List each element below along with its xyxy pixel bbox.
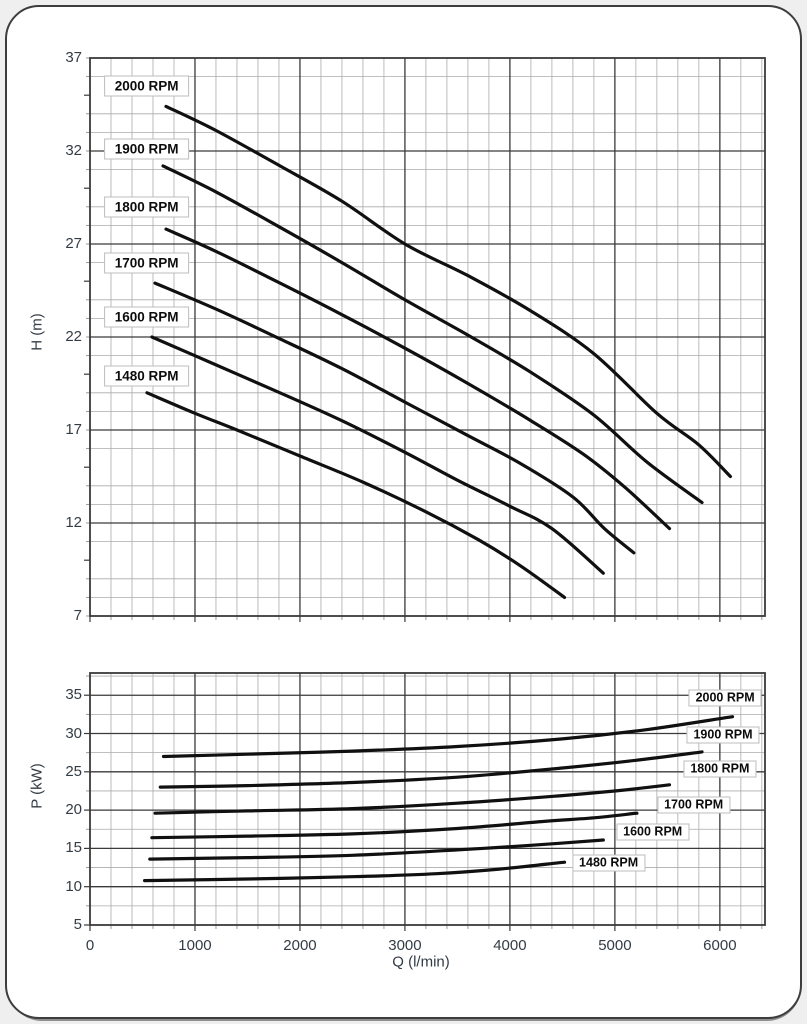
power-chart-label-1700-rpm: 1700 RPM: [657, 796, 730, 813]
head-chart-y-tick-label: 7: [73, 607, 82, 624]
head-chart-curve-1600-rpm: [152, 337, 603, 573]
power-chart-curve-2000-rpm: [164, 717, 733, 757]
power-chart-y-tick-label: 10: [65, 877, 82, 895]
power-chart-y-tick-label: 35: [65, 686, 82, 704]
power-chart-curve-1700-rpm: [152, 813, 637, 838]
head-chart-curve-1900-rpm: [163, 166, 702, 503]
x-axis-title: Q (l/min): [392, 953, 450, 971]
power-chart-label-1800-rpm: 1800 RPM: [683, 760, 756, 777]
power-chart-label-2000-rpm: 2000 RPM: [689, 690, 762, 707]
head-y-axis-title: H (m): [28, 313, 46, 351]
power-chart-y-tick-label: 15: [65, 839, 82, 857]
power-chart-x-tick-label: 2000: [283, 937, 317, 954]
power-chart-label-1900-rpm: 1900 RPM: [686, 727, 759, 744]
power-chart-curve-1600-rpm: [150, 840, 604, 859]
power-chart-label-1480-rpm: 1480 RPM: [572, 854, 645, 871]
head-chart-label-1900-rpm: 1900 RPM: [104, 139, 190, 160]
power-chart-curve-1480-rpm: [145, 862, 565, 880]
head-chart-y-tick-label: 17: [65, 421, 82, 438]
power-chart-y-tick-label: 5: [73, 916, 82, 933]
power-chart-x-tick-label: 3000: [388, 937, 422, 954]
power-chart-x-tick-label: 4000: [493, 937, 527, 954]
head-chart-curve-2000-rpm: [166, 106, 730, 476]
head-chart-y-tick-label: 22: [65, 328, 82, 345]
head-chart-y-tick-label: 27: [65, 235, 82, 252]
head-chart-y-tick-label: 12: [65, 514, 82, 531]
power-chart-x-tick-label: 1000: [178, 937, 212, 954]
head-chart-curve-1700-rpm: [155, 283, 634, 553]
power-chart-curve-1900-rpm: [160, 752, 702, 787]
head-chart-y-tick-label: 32: [65, 142, 82, 159]
head-chart-label-1600-rpm: 1600 RPM: [104, 306, 190, 327]
head-chart-label-1800-rpm: 1800 RPM: [104, 196, 190, 217]
power-chart-x-tick-label: 5000: [598, 937, 632, 954]
head-chart-y-tick-label: 37: [65, 49, 82, 66]
power-chart-curve-1800-rpm: [155, 785, 669, 813]
head-chart-label-1480-rpm: 1480 RPM: [104, 366, 190, 387]
power-chart-x-tick-label: 6000: [703, 937, 737, 954]
head-chart-label-2000-rpm: 2000 RPM: [104, 75, 190, 96]
power-chart-label-1600-rpm: 1600 RPM: [616, 824, 689, 841]
power-y-axis-title: P (kW): [28, 763, 46, 809]
power-chart-y-tick-label: 20: [65, 801, 82, 819]
head-chart-curve-1480-rpm: [147, 393, 565, 598]
power-chart-x-tick-label: 0: [85, 937, 95, 954]
head-chart-label-1700-rpm: 1700 RPM: [104, 252, 190, 273]
power-chart-y-tick-label: 25: [65, 762, 82, 780]
power-chart-y-tick-label: 30: [65, 724, 82, 742]
